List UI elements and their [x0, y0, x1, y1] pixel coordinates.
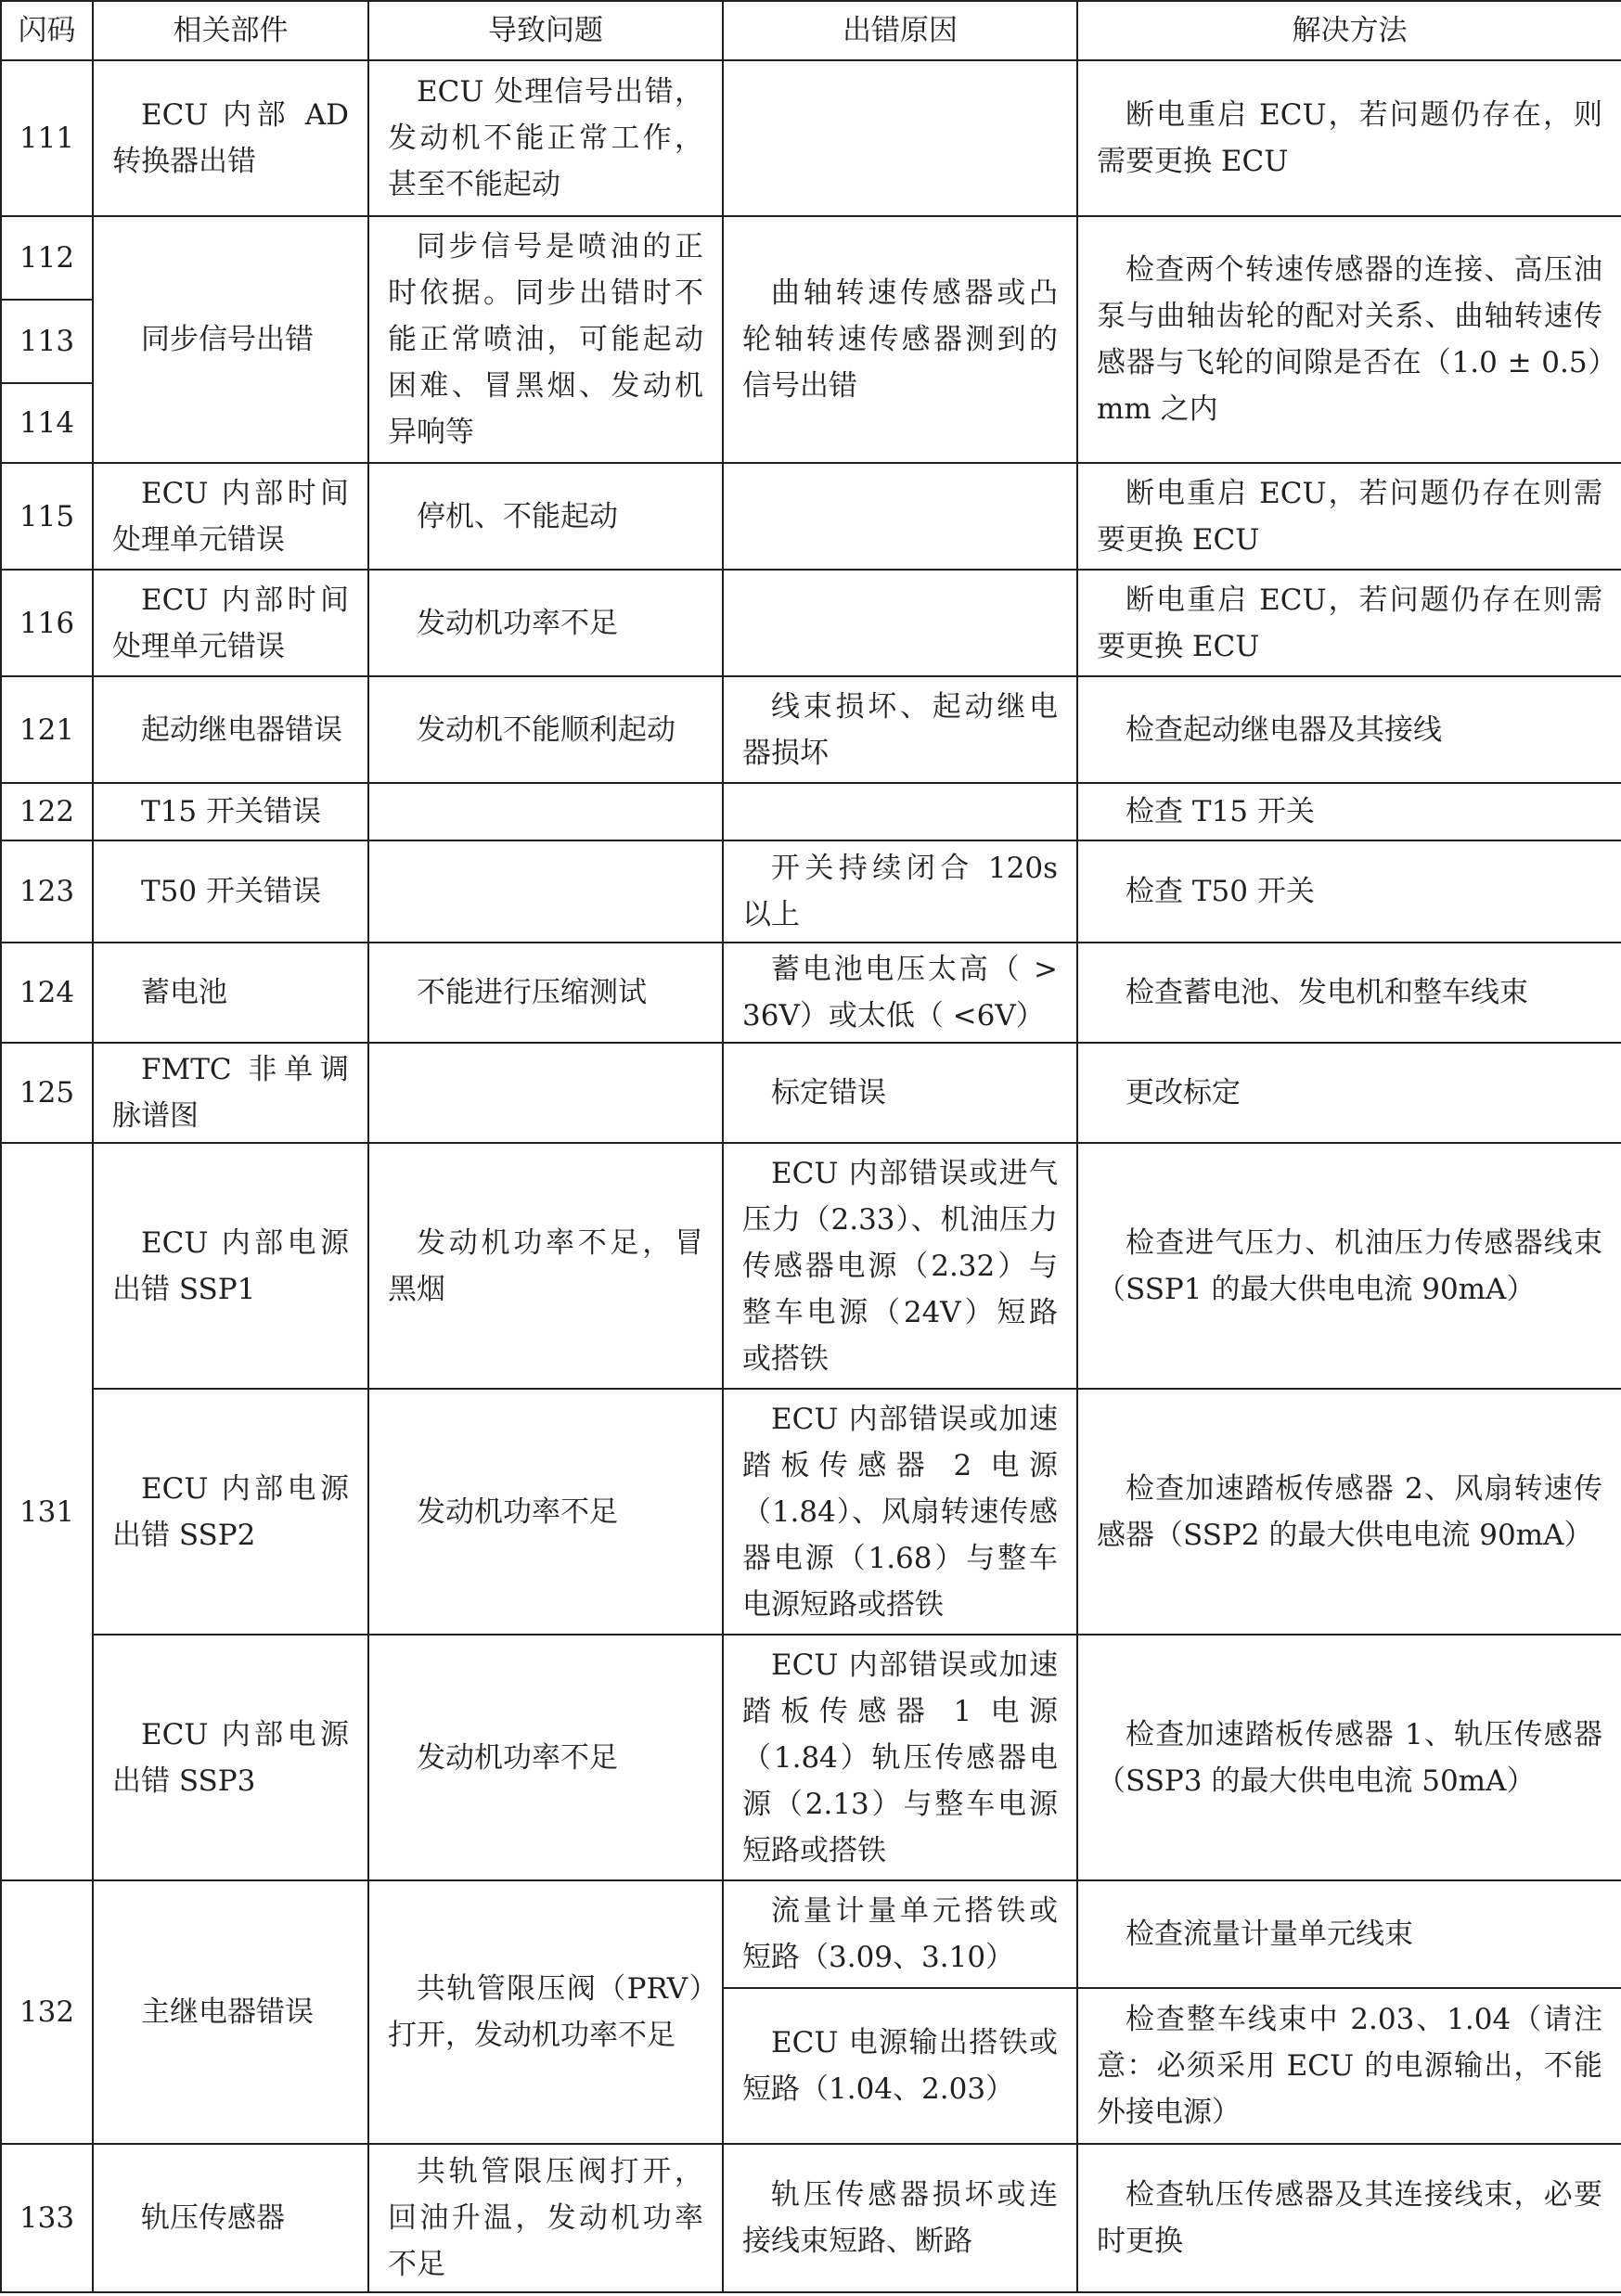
solution-cell: 检查整车线束中 2.03、1.04（请注意：必须采用 ECU 的电源输出，不能外接电源）: [1077, 1988, 1621, 2144]
solution-cell: 检查蓄电池、发电机和整车线束: [1077, 943, 1621, 1043]
cause-cell: ECU 内部错误或加速踏板传感器 1 电源（1.84）轨压传感器电源（2.13）与整车电源短路或搭铁: [723, 1635, 1077, 1880]
problem-cell: 发动机不能顺利起动: [368, 676, 723, 783]
problem-cell: 不能进行压缩测试: [368, 943, 723, 1043]
flash-code-cell: 131: [1, 1143, 93, 1880]
problem-cell: 发动机功率不足，冒黑烟: [368, 1143, 723, 1389]
flash-code-cell: 133: [1, 2144, 93, 2292]
cause-cell: [723, 570, 1077, 676]
solution-cell: 断电重启 ECU，若问题仍存在则需要更换 ECU: [1077, 463, 1621, 570]
problem-cell: 发动机功率不足: [368, 1389, 723, 1635]
related-part-cell: 同步信号出错: [93, 216, 368, 463]
header-solution: 解决方法: [1077, 1, 1621, 60]
table-row: [1, 2144, 1621, 2292]
related-part-cell: 起动继电器错误: [93, 676, 368, 783]
solution-cell: 检查流量计量单元线束: [1077, 1880, 1621, 1988]
cause-cell: 标定错误: [723, 1043, 1077, 1143]
table-row: [1, 783, 1621, 840]
cause-cell: ECU 电源输出搭铁或短路（1.04、2.03）: [723, 1988, 1077, 2144]
solution-cell: 检查加速踏板传感器 2、风扇转速传感器（SSP2 的最大供电电流 90mA）: [1077, 1389, 1621, 1635]
related-part-cell: ECU 内部时间处理单元错误: [93, 570, 368, 676]
table-row: [1, 1043, 1621, 1143]
related-part-cell: ECU 内部电源出错 SSP2: [93, 1389, 368, 1635]
problem-cell: 停机、不能起动: [368, 463, 723, 570]
header-flash-code: 闪码: [1, 1, 93, 60]
solution-cell: 检查 T50 开关: [1077, 840, 1621, 943]
flash-code-cell: 113: [1, 300, 93, 383]
cause-cell: 轨压传感器损坏或连接线束短路、断路: [723, 2144, 1077, 2292]
problem-cell: [368, 783, 723, 840]
cause-cell: 曲轴转速传感器或凸轮轴转速传感器测到的信号出错: [723, 216, 1077, 463]
table-row: [1, 1635, 1621, 1880]
header-related-part: 相关部件: [93, 1, 368, 60]
cause-cell: 线束损坏、起动继电器损坏: [723, 676, 1077, 783]
header-problem: 导致问题: [368, 1, 723, 60]
problem-cell: 共轨管限压阀（PRV）打开，发动机功率不足: [368, 1880, 723, 2144]
related-part-cell: 蓄电池: [93, 943, 368, 1043]
table-row: [1, 943, 1621, 1043]
table-row: [1, 463, 1621, 570]
related-part-cell: ECU 内部时间处理单元错误: [93, 463, 368, 570]
related-part-cell: 轨压传感器: [93, 2144, 368, 2292]
flash-code-cell: 124: [1, 943, 93, 1043]
problem-cell: 发动机功率不足: [368, 1635, 723, 1880]
solution-cell: 检查起动继电器及其接线: [1077, 676, 1621, 783]
table-row: [1, 840, 1621, 943]
related-part-cell: ECU 内部电源出错 SSP1: [93, 1143, 368, 1389]
related-part-cell: T15 开关错误: [93, 783, 368, 840]
problem-cell: 同步信号是喷油的正时依据。同步出错时不能正常喷油，可能起动困难、冒黑烟、发动机异响等: [368, 216, 723, 463]
flash-code-cell: 121: [1, 676, 93, 783]
header-cause: 出错原因: [723, 1, 1077, 60]
table-row: [1, 216, 1621, 300]
related-part-cell: T50 开关错误: [93, 840, 368, 943]
problem-cell: 共轨管限压阀打开，回油升温，发动机功率不足: [368, 2144, 723, 2292]
table-row: [1, 1880, 1621, 1988]
problem-cell: [368, 1043, 723, 1143]
flash-code-cell: 123: [1, 840, 93, 943]
table-row: [1, 1389, 1621, 1635]
problem-cell: 发动机功率不足: [368, 570, 723, 676]
related-part-cell: 主继电器错误: [93, 1880, 368, 2144]
flash-code-cell: 116: [1, 570, 93, 676]
flash-code-cell: 111: [1, 60, 93, 216]
cause-cell: [723, 463, 1077, 570]
related-part-cell: ECU 内部 AD 转换器出错: [93, 60, 368, 216]
solution-cell: 检查进气压力、机油压力传感器线束（SSP1 的最大供电电流 90mA）: [1077, 1143, 1621, 1389]
problem-cell: [368, 840, 723, 943]
cause-cell: ECU 内部错误或加速踏板传感器 2 电源（1.84）、风扇转速传感器电源（1.68）与整车电源短路或搭铁: [723, 1389, 1077, 1635]
solution-cell: 检查 T15 开关: [1077, 783, 1621, 840]
related-part-cell: ECU 内部电源出错 SSP3: [93, 1635, 368, 1880]
cause-cell: 开关持续闭合 120s 以上: [723, 840, 1077, 943]
table-header-row: [1, 1, 1621, 60]
cause-cell: 流量计量单元搭铁或短路（3.09、3.10）: [723, 1880, 1077, 1988]
solution-cell: 检查两个转速传感器的连接、高压油泵与曲轴齿轮的配对关系、曲轴转速传感器与飞轮的间隙是否在（1.0 ± 0.5）mm 之内: [1077, 216, 1621, 463]
table-row: [1, 570, 1621, 676]
flash-code-cell: 122: [1, 783, 93, 840]
cause-cell: [723, 60, 1077, 216]
flash-code-cell: 115: [1, 463, 93, 570]
flash-code-cell: 114: [1, 383, 93, 463]
cause-cell: ECU 内部错误或进气压力（2.33）、机油压力传感器电源（2.32）与整车电源（24V）短路或搭铁: [723, 1143, 1077, 1389]
flash-code-cell: 112: [1, 216, 93, 300]
problem-cell: ECU 处理信号出错，发动机不能正常工作，甚至不能起动: [368, 60, 723, 216]
table-row: [1, 1143, 1621, 1389]
flash-code-cell: 125: [1, 1043, 93, 1143]
related-part-cell: FMTC 非单调脉谱图: [93, 1043, 368, 1143]
cause-cell: 蓄电池电压太高（ > 36V）或太低（ <6V）: [723, 943, 1077, 1043]
table-row: [1, 676, 1621, 783]
solution-cell: 断电重启 ECU，若问题仍存在则需要更换 ECU: [1077, 570, 1621, 676]
solution-cell: 更改标定: [1077, 1043, 1621, 1143]
cause-cell: [723, 783, 1077, 840]
solution-cell: 检查轨压传感器及其连接线束，必要时更换: [1077, 2144, 1621, 2292]
table-row: [1, 60, 1621, 216]
solution-cell: 检查加速踏板传感器 1、轨压传感器（SSP3 的最大供电电流 50mA）: [1077, 1635, 1621, 1880]
flash-code-cell: 132: [1, 1880, 93, 2144]
solution-cell: 断电重启 ECU，若问题仍存在，则需要更换 ECU: [1077, 60, 1621, 216]
